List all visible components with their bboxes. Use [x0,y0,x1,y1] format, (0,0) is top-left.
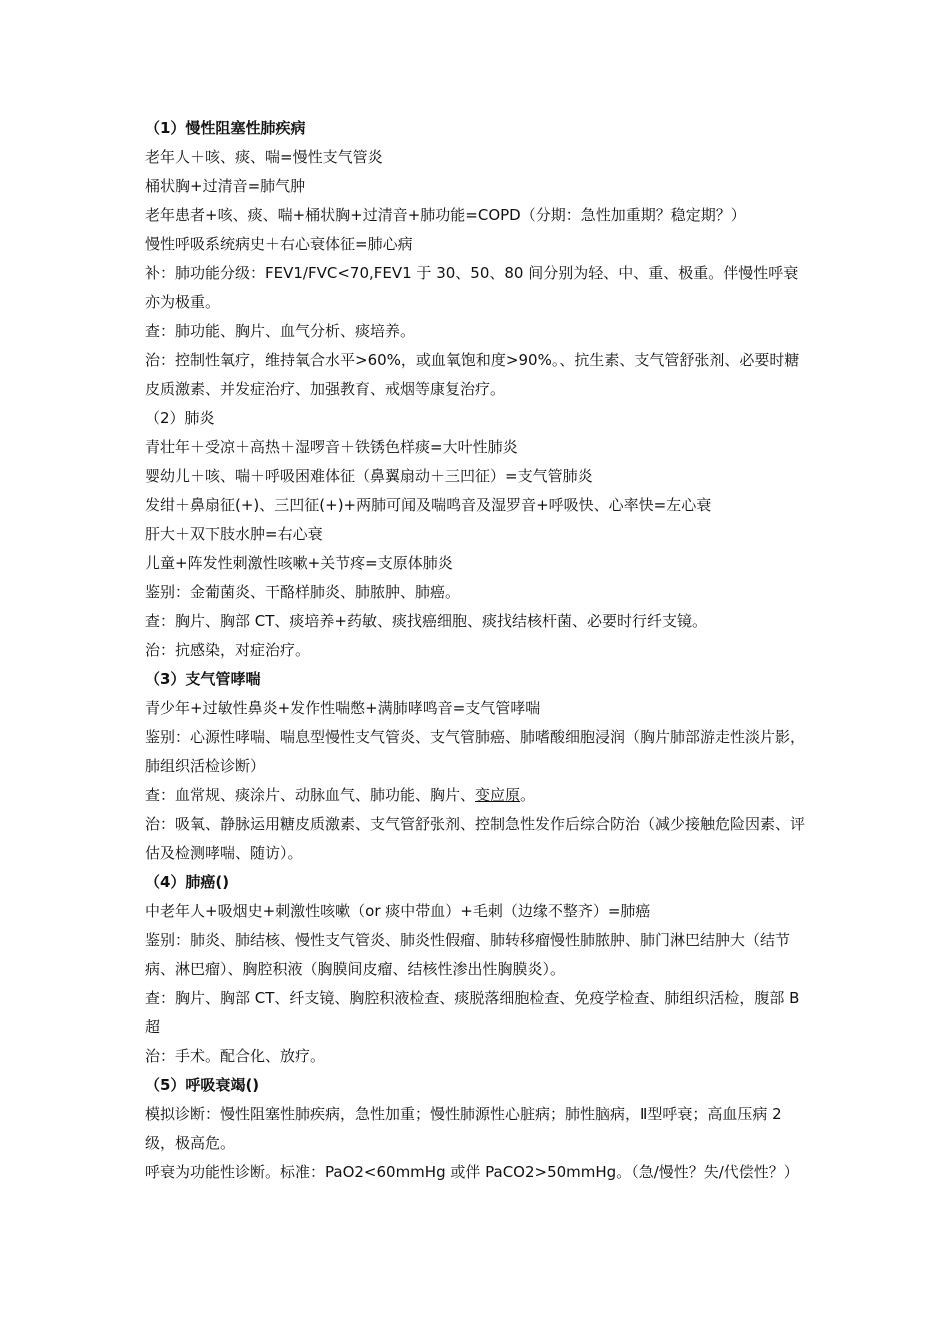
text-line: 老年患者+咳、痰、喘+桶状胸+过清音+肺功能=COPD（分期：急性加重期？稳定期？） [145,206,746,224]
check-suffix: 。 [520,786,536,804]
text-line: 老年人＋咳、痰、喘=慢性支气管炎 [145,148,383,166]
text-line: 治：手术。配合化、放疗。 [145,1047,326,1065]
section-heading-respiratory-failure: （5）呼吸衰竭() [145,1076,260,1094]
section-heading-asthma: （3）支气管哮喘 [145,670,261,688]
text-line: 模拟诊断：慢性阻塞性肺疾病，急性加重；慢性肺源性心脏病；肺性脑病，Ⅱ型呼衰；高血压病 2 级，极高危。 [145,1105,782,1152]
text-line: 婴幼儿＋咳、喘＋呼吸困难体征（鼻翼扇动＋三凹征）=支气管肺炎 [145,467,593,485]
text-line: 青少年+过敏性鼻炎+发作性喘憋+满肺哮鸣音=支气管哮喘 [145,699,541,717]
check-line [145,781,810,810]
text-line: 鉴别：心源性哮喘、喘息型慢性支气管炎、支气管肺癌、肺嗜酸细胞浸润（胸片肺部游走性淡片影，肺组织活检诊断） [145,728,806,775]
text-line: 肝大＋双下肢水肿=右心衰 [145,525,323,543]
text-line: 查：胸片、胸部 CT、纤支镜、胸腔积液检查、痰脱落细胞检查、免疫学检查、肺组织活检，腹部 B 超 [145,989,800,1036]
text-line: 慢性呼吸系统病史＋右心衰体征=肺心病 [145,235,413,253]
text-line: 补：肺功能分级：FEV1/FVC<70,FEV1 于 30、50、80 间分别为轻、中、重、极重。伴慢性呼衰亦为极重。 [145,264,799,311]
text-line: 治：抗感染，对症治疗。 [145,641,311,659]
section-heading-copd: （1）慢性阻塞性肺疾病 [145,119,306,137]
text-line: 中老年人+吸烟史+刺激性咳嗽（or 痰中带血）+毛刺（边缘不整齐）=肺癌 [145,902,651,920]
text-line: 治：吸氧、静脉运用糖皮质激素、支气管舒张剂、控制急性发作后综合防治（减少接触危险因素、评估及检测哮喘、随访）。 [145,815,806,862]
text-line: 鉴别：金葡菌炎、干酪样肺炎、肺脓肿、肺癌。 [145,583,461,601]
section-heading-lung-cancer: （4）肺癌() [145,873,230,891]
text-line: 桶状胸+过清音=肺气肿 [145,177,306,195]
text-line: 鉴别：肺炎、肺结核、慢性支气管炎、肺炎性假瘤、肺转移瘤慢性肺脓肿、肺门淋巴结肿大（结节病、淋巴瘤）、胸腔积液（胸膜间皮瘤、结核性渗出性胸膜炎）。 [145,931,791,978]
text-line: 发绀＋鼻扇征(+)、三凹征(+)+两肺可闻及喘鸣音及湿罗音+呼吸快、心率快=左心衰 [145,496,712,514]
text-line: 查：肺功能、胸片、血气分析、痰培养。 [145,322,416,340]
check-prefix: 查：血常规、痰涂片、动脉血气、肺功能、胸片、 [145,786,476,804]
text-line: 儿童+阵发性刺激性咳嗽+关节疼=支原体肺炎 [145,554,453,572]
text-line: 治：控制性氧疗，维持氧合水平>60%，或血氧饱和度>90%。、抗生素、支气管舒张剂、必要时糖皮质激素、并发症治疗、加强教育、戒烟等康复治疗。 [145,351,800,398]
text-line: 呼衰为功能性诊断。标准：PaO2<60mmHg 或伴 PaCO2>50mmHg。（急/慢性？失/代偿性？） [145,1163,799,1181]
text-line: 青壮年＋受凉＋高热＋湿啰音＋铁锈色样痰=大叶性肺炎 [145,438,518,456]
text-line: 查：胸片、胸部 CT、痰培养+药敏、痰找癌细胞、痰找结核杆菌、必要时行纤支镜。 [145,612,707,630]
document-body [145,114,810,1187]
underlined-term: 变应原 [475,786,521,804]
section-heading-pneumonia: （2）肺炎 [145,409,215,427]
